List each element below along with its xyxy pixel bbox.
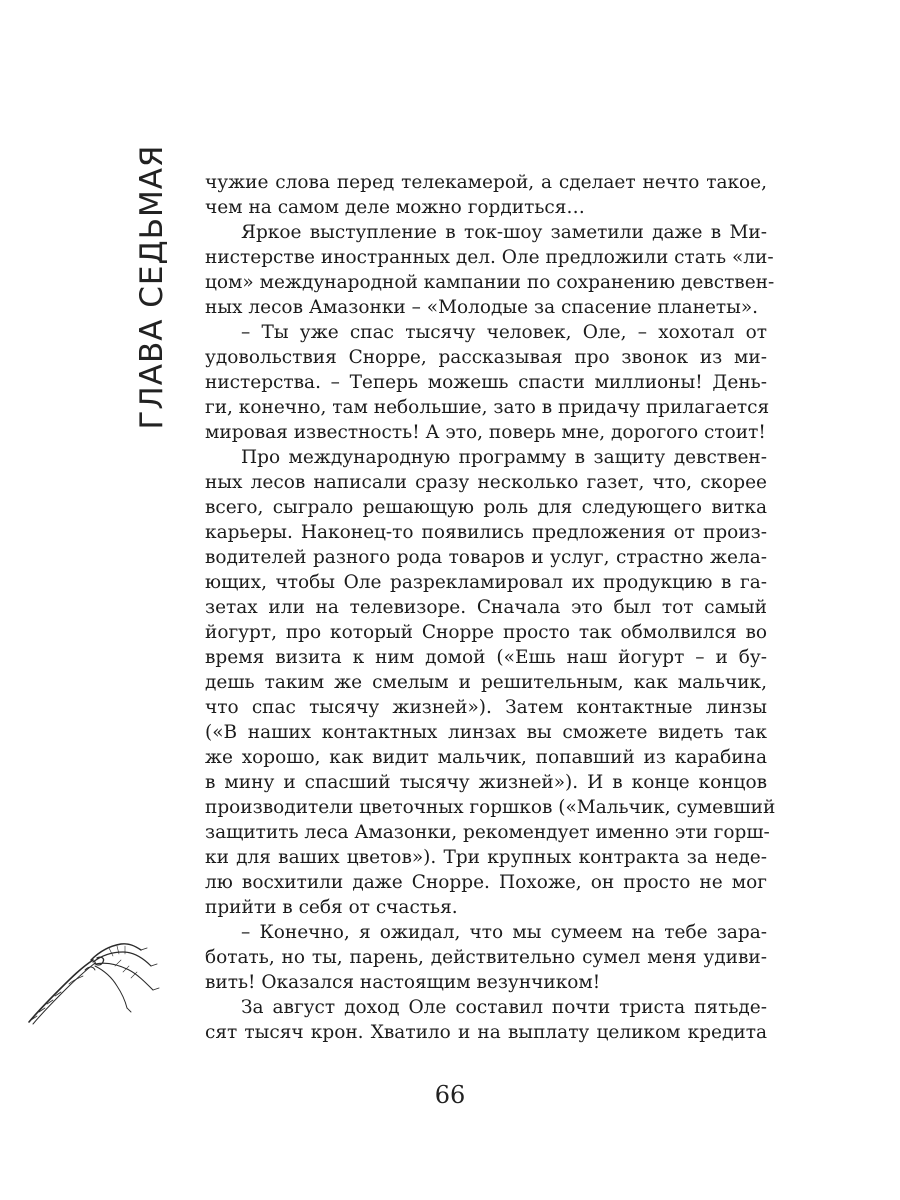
text-line: – Ты уже спас тысячу человек, Оле, – хохотал от bbox=[241, 322, 767, 343]
text-line: сят тысяч крон. Хватило и на выплату целиком кредита bbox=[205, 1022, 767, 1043]
text-line: нистерстве иностранных дел. Оле предложили стать «ли- bbox=[205, 247, 774, 268]
text-line: зетах или на телевизоре. Сначала это был тот самый bbox=[205, 597, 767, 618]
text-line: же хорошо, как видит мальчик, попавший из карабина bbox=[205, 747, 767, 768]
text-line: ных лесов написали сразу несколько газет, что, скорее bbox=[205, 472, 767, 493]
text-line: ботать, но ты, парень, действительно сумел меня удиви- bbox=[205, 947, 767, 968]
text-line: йогурт, про который Снорре просто так обмолвился во bbox=[205, 622, 767, 643]
text-line: чем на самом деле можно гордиться… bbox=[205, 197, 585, 218]
text-line: нистерства. – Теперь можешь спасти миллионы! День- bbox=[205, 372, 767, 393]
text-line: защитить леса Амазонки, рекомендует именно эти горш- bbox=[205, 822, 770, 843]
body-text bbox=[205, 170, 776, 1045]
page-number: 66 bbox=[434, 1081, 466, 1109]
chapter-title: ГЛАВА СЕДЬМАЯ bbox=[134, 144, 170, 430]
text-line: всего, сыграло решающую роль для следующего витка bbox=[205, 497, 767, 518]
text-line: прийти в себя от счастья. bbox=[205, 897, 458, 918]
text-line: в мину и спасший тысячу жизней»). И в конце концов bbox=[205, 772, 767, 793]
text-line: ющих, чтобы Оле разрекламировал их продукцию в га- bbox=[205, 572, 767, 593]
text-line: цом» международной кампании по сохранению девствен- bbox=[205, 272, 775, 293]
ink-sketch-illustration bbox=[25, 930, 165, 1030]
chapter-title-vertical bbox=[128, 144, 176, 430]
text-line: ги, конечно, там небольшие, зато в придачу прилагается bbox=[205, 397, 770, 418]
text-line: («В наших контактных линзах вы сможете видеть так bbox=[205, 722, 767, 743]
text-line: вить! Оказался настоящим везунчиком! bbox=[205, 972, 601, 993]
text-line: Яркое выступление в ток-шоу заметили даже в Ми- bbox=[241, 222, 767, 243]
text-line: удовольствия Снорре, рассказывая про звонок из ми- bbox=[205, 347, 767, 368]
text-line: производители цветочных горшков («Мальчик, сумевший bbox=[205, 797, 776, 818]
text-line: Про международную программу в защиту девствен- bbox=[241, 447, 767, 468]
text-line: чужие слова перед телекамерой, а сделает нечто такое, bbox=[205, 172, 767, 193]
text-line: дешь таким же смелым и решительным, как мальчик, bbox=[205, 672, 767, 693]
text-line: ных лесов Амазонки – «Молодые за спасение планеты». bbox=[205, 297, 759, 318]
text-line: что спас тысячу жизней»). Затем контактные линзы bbox=[205, 697, 767, 718]
text-line: водителей разного рода товаров и услуг, страстно жела- bbox=[205, 547, 767, 568]
text-line: – Конечно, я ожидал, что мы сумеем на тебе зара- bbox=[241, 922, 767, 943]
text-line: время визита к ним домой («Ешь наш йогурт – и бу- bbox=[205, 647, 767, 668]
text-line: лю восхитили даже Снорре. Похоже, он просто не мог bbox=[205, 872, 767, 893]
text-line: карьеры. Наконец-то появились предложения от произ- bbox=[205, 522, 767, 543]
text-line: ки для ваших цветов»). Три крупных контракта за неде- bbox=[205, 847, 767, 868]
text-line: мировая известность! А это, поверь мне, дорогого стоит! bbox=[205, 422, 766, 443]
text-line: За август доход Оле составил почти триста пятьде- bbox=[241, 997, 767, 1018]
